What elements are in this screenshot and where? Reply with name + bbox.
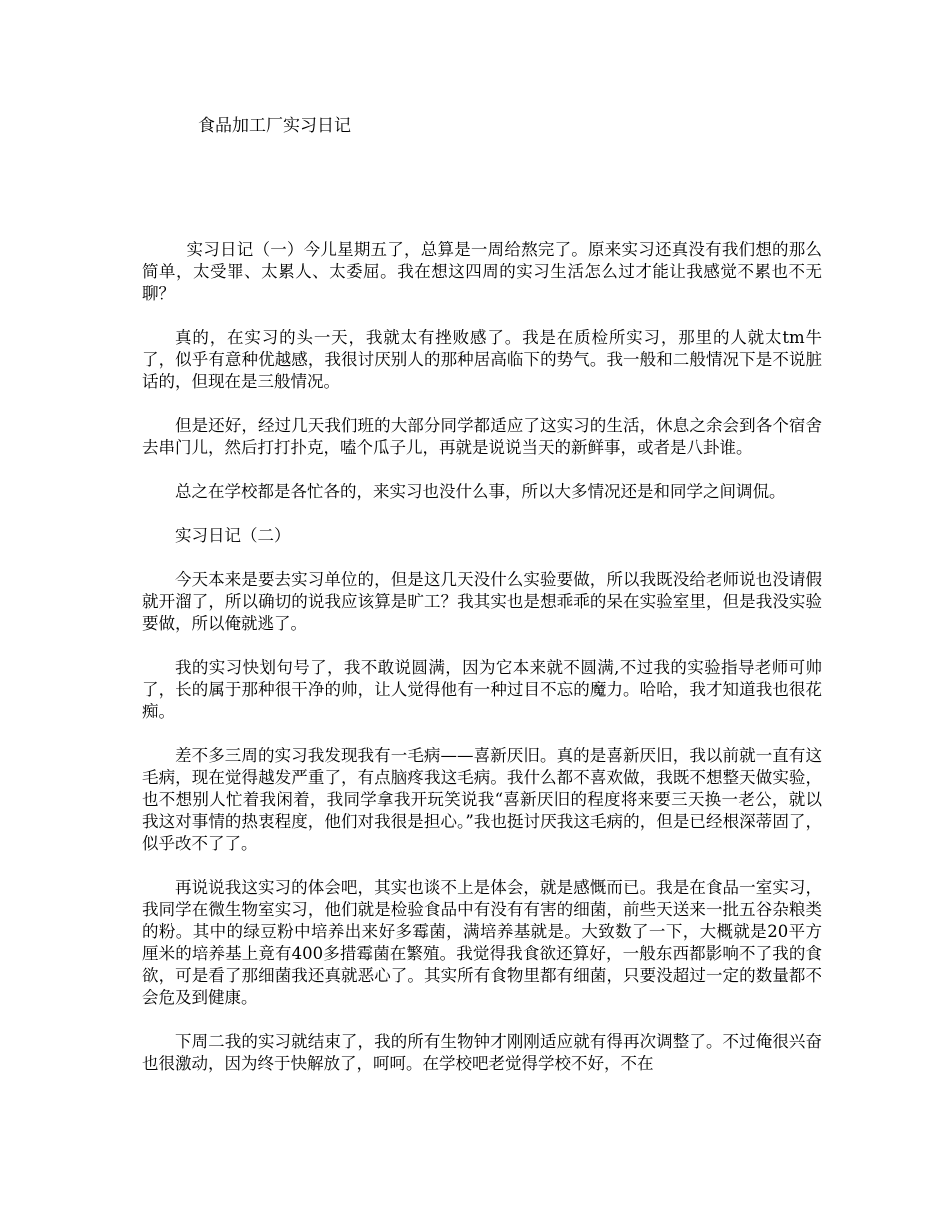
section-heading: 实习日记（二） — [175, 526, 291, 545]
paragraph: 今天本来是要去实习单位的，但是这几天没什么实验要做，所以我既没给老师说也没请假就开溜了，所以确切的说我应该算是旷工？我其实也是想乖乖的呆在实验室里，但是我没实验要做，所以俺就逃了。 — [142, 570, 822, 633]
paragraph: 实习日记（一）今儿星期五了，总算是一周给熬完了。原来实习还真没有我们想的那么简单，太受罪、太累人、太委屈。我在想这四周的实习生活怎么过才能让我感觉不累也不无聊？ — [142, 240, 822, 303]
document-body — [142, 239, 822, 1097]
paragraph: 差不多三周的实习我发现我有一毛病——喜新厌旧。真的是喜新厌旧，我以前就一直有这毛病，现在觉得越发严重了，有点脑疼我这毛病。我什么都不喜欢做，我既不想整天做实验，也不想别人忙着我闲着，我同学拿我开玩笑说我“喜新厌旧的程度将来要三天换一老公，就以我这对事情的热衷程度，他们对我很是担心。”我也挺讨厌我这毛病的，但是已经根深蒂固了，似乎改不了了。 — [142, 746, 822, 853]
paragraph: 我的实习快划句号了，我不敢说圆满，因为它本来就不圆满,不过我的实验指导老师可帅了，长的属于那种很干净的帅，让人觉得他有一种过目不忘的魔力。哈哈，我才知道我也很花痴。 — [142, 658, 822, 721]
paragraph: 真的，在实习的头一天，我就太有挫败感了。我是在质检所实习，那里的人就太tm牛了，似乎有意种优越感，我很讨厌别人的那种居高临下的势气。我一般和二般情况下是不说脏话的，但现在是三般情况。 — [142, 328, 822, 391]
document-title: 食品加工厂实习日记 — [198, 116, 351, 136]
paragraph: 总之在学校都是各忙各的，来实习也没什么事，所以大多情况还是和同学之间调侃。 — [175, 482, 786, 501]
paragraph: 但是还好，经过几天我们班的大部分同学都适应了这实习的生活，休息之余会到各个宿舍去串门儿，然后打打扑克，嗑个瓜子儿，再就是说说当天的新鲜事，或者是八卦谁。 — [142, 416, 822, 457]
paragraph: 再说说我这实习的体会吧，其实也谈不上是体会，就是感慨而已。我是在食品一室实习，我同学在微生物室实习，他们就是检验食品中有没有有害的细菌，前些天送来一批五谷杂粮类的粉。其中的绿豆粉中培养出来好多霉菌，满培养基就是。大致数了一下，大概就是20平方厘米的培养基上竟有400多措霉菌在繁殖。我觉得我食欲还算好，一般东西都影响不了我的食欲，可是看了那细菌我还真就恶心了。其实所有食物里都有细菌，只要没超过一定的数量都不会危及到健康。 — [142, 878, 822, 1007]
paragraph: 下周二我的实习就结束了，我的所有生物钟才刚刚适应就有得再次调整了。不过俺很兴奋也很激动，因为终于快解放了，呵呵。在学校吧老觉得学校不好，不在 — [142, 1032, 822, 1073]
